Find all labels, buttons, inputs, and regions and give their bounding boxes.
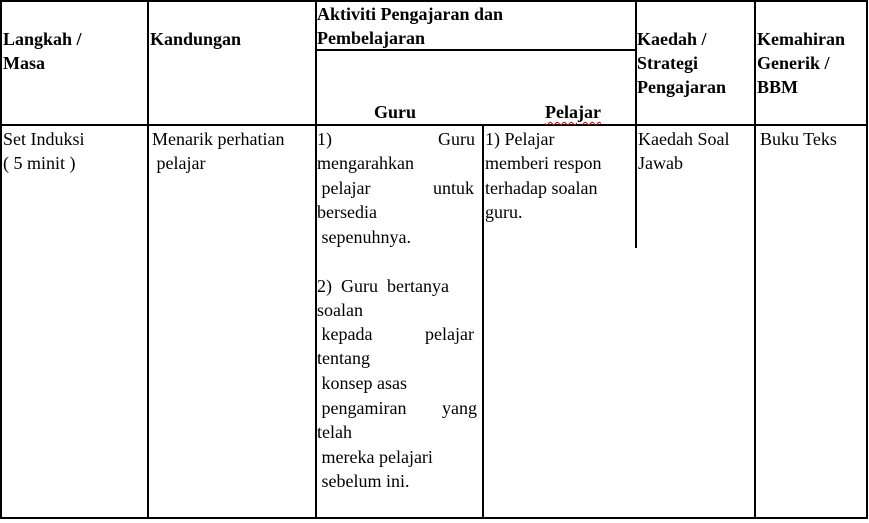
cell-pelajar-line3: terhadap soalan <box>485 178 598 198</box>
cell-guru-line6: 2) Guru bertanya <box>317 276 449 296</box>
cell-guru-line13: mereka pelajari <box>317 447 433 467</box>
header-aktiviti-line1: Aktiviti Pengajaran dan <box>317 4 504 24</box>
cell-pelajar-line1: 1) Pelajar <box>485 129 555 149</box>
cell-guru-line8-start: kepada <box>317 324 373 344</box>
cell-guru-line2: mengarahkan <box>317 153 414 173</box>
cell-guru-line11-end: yang <box>442 398 477 418</box>
header-kaedah-line2: Strategi <box>637 53 698 73</box>
cell-guru-line5: sepenuhnya. <box>317 227 411 247</box>
cell-kandungan-line1: Menarik perhatian <box>152 129 285 149</box>
col-divider-4 <box>754 0 756 519</box>
cell-guru-line1-end: Guru <box>438 129 475 149</box>
cell-pelajar-line4: guru. <box>485 202 523 222</box>
cell-guru-line11-start: pengamiran <box>317 398 407 418</box>
header-kaedah-line3: Pengajaran <box>637 77 726 97</box>
header-guru: Guru <box>374 102 417 122</box>
header-aktiviti-line2: Pembelajaran <box>317 28 425 48</box>
header-pelajar: Pelajar <box>545 102 601 122</box>
table-border-bottom <box>0 517 868 519</box>
header-kemahiran-line2: Generik / <box>757 53 830 73</box>
table-border-left <box>0 0 2 519</box>
cell-kemahiran-line1: Buku Teks <box>760 129 837 149</box>
header-kaedah-line1: Kaedah / <box>637 29 707 49</box>
col-divider-1 <box>147 0 149 519</box>
header-kemahiran-line3: BBM <box>757 77 799 97</box>
cell-langkah-line1: Set Induksi <box>3 129 85 149</box>
cell-kaedah-line1: Kaedah Soal <box>638 129 730 149</box>
cell-guru-line8-end: pelajar <box>425 324 474 344</box>
header-kandungan: Kandungan <box>150 29 242 49</box>
header-langkah-line1: Langkah / <box>3 29 82 49</box>
header-bottom-border <box>0 124 868 126</box>
cell-guru-line4: bersedia <box>317 202 377 222</box>
cell-kaedah-line2: Jawab <box>638 153 683 173</box>
cell-guru-line3-start: pelajar <box>317 178 371 198</box>
cell-guru-line1-start: 1) <box>317 129 332 149</box>
cell-kandungan-line2: pelajar <box>152 153 206 173</box>
table-border-right <box>866 0 868 519</box>
header-langkah-line2: Masa <box>3 53 45 73</box>
header-kemahiran-line1: Kemahiran <box>757 29 845 49</box>
cell-guru-line3-end: untuk <box>433 178 475 198</box>
cell-pelajar-line2: memberi respon <box>485 153 602 173</box>
cell-guru-line10: konsep asas <box>317 373 407 393</box>
cell-guru-line7: soalan <box>317 300 363 320</box>
col-divider-guru-pelajar <box>482 126 484 519</box>
cell-guru-line9: tentang <box>317 348 370 368</box>
cell-langkah-line2: ( 5 minit ) <box>3 153 76 173</box>
cell-guru-line12: telah <box>317 422 352 442</box>
cell-guru-line14: sebelum ini. <box>317 471 410 491</box>
